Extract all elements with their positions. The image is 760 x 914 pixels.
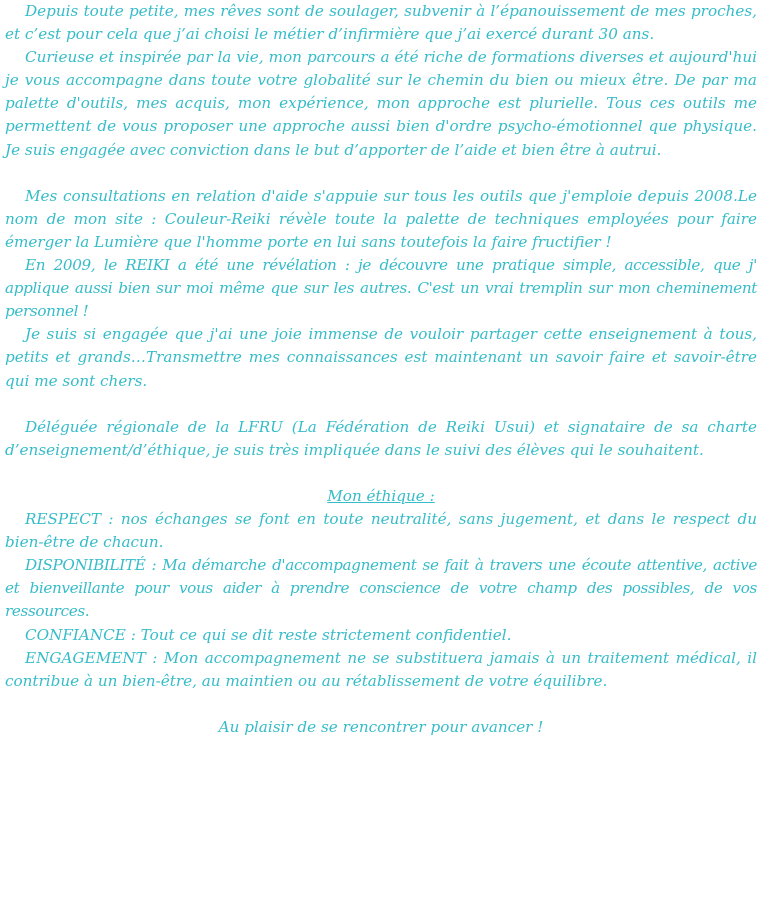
ethics-engagement: ENGAGEMENT : Mon accompagnement ne se substituera jamais à un traitement médical, il contribue à un bien-être, au maintien ou au rétablissement de votre équilibre. (5, 648, 757, 690)
spacer (5, 393, 757, 416)
spacer (5, 693, 757, 716)
practice-paragraph-2: En 2009, le REIKI a été une révélation : je découvre une pratique simple, accessible, que j' applique aussi bien sur moi même que sur les autres. C'est un vrai tremplin sur mon cheminement personnel ! (5, 256, 757, 321)
practice-paragraph-3: Je suis si engagée que j'ai une joie immense de vouloir partager cette enseignement à tous, petits et grands…Transmettre mes connaissances est maintenant un savoir faire et savoir-être qui me sont chers. (5, 325, 757, 390)
ethics-title: Mon éthique : (327, 486, 435, 505)
intro-paragraph-1: Depuis toute petite, mes rêves sont de soulager, subvenir à l’épanouissement de mes proches, et c’est pour cela que j’ai choisi le métier d’infirmière que j’ai exercé durant 30 ans. (5, 2, 757, 44)
ethics-heading (5, 485, 757, 508)
ethics-respect: RESPECT : nos échanges se font en toute neutralité, sans jugement, et dans le respect du bien-être de chacun. (5, 510, 757, 552)
spacer (5, 162, 757, 185)
federation-paragraph: Déléguée régionale de la LFRU (La Fédération de Reiki Usui) et signataire de sa charte d’enseignement/d’éthique, je suis très impliquée dans le suivi des élèves qui le souhaitent. (5, 417, 757, 459)
presentation-text (5, 0, 757, 739)
practice-paragraph-1: Mes consultations en relation d'aide s'appuie sur tous les outils que j'emploie depuis 2008.Le nom de mon site : Couleur-Reiki révèle toute la palette de techniques employées pour faire émerger la Lumière que l'homme porte en lui sans toutefois la faire fructifier ! (5, 186, 757, 251)
intro-paragraph-2: Curieuse et inspirée par la vie, mon parcours a été riche de formations diverses et aujourd'hui je vous accompagne dans toute votre globalité sur le chemin du bien ou mieux être. De par ma palette d'outils, mes acquis, mon expérience, mon approche est plurielle. Tous ces outils me permettent de vous proposer une approche aussi bien d'ordre psycho-émotionnel que physique. Je suis engagée avec conviction dans le but d’apporter de l’aide et bien être à autrui. (5, 48, 757, 159)
closing-line: Au plaisir de se rencontrer pour avancer ! (218, 717, 544, 736)
ethics-disponibilite: DISPONIBILITÉ : Ma démarche d'accompagnement se fait à travers une écoute attentive, active et bienveillante pour vous aider à prendre conscience de votre champ des possibles, de vos ressources. (5, 556, 757, 621)
ethics-confiance: CONFIANCE : Tout ce qui se dit reste strictement confidentiel. (25, 625, 512, 644)
spacer (5, 462, 757, 485)
